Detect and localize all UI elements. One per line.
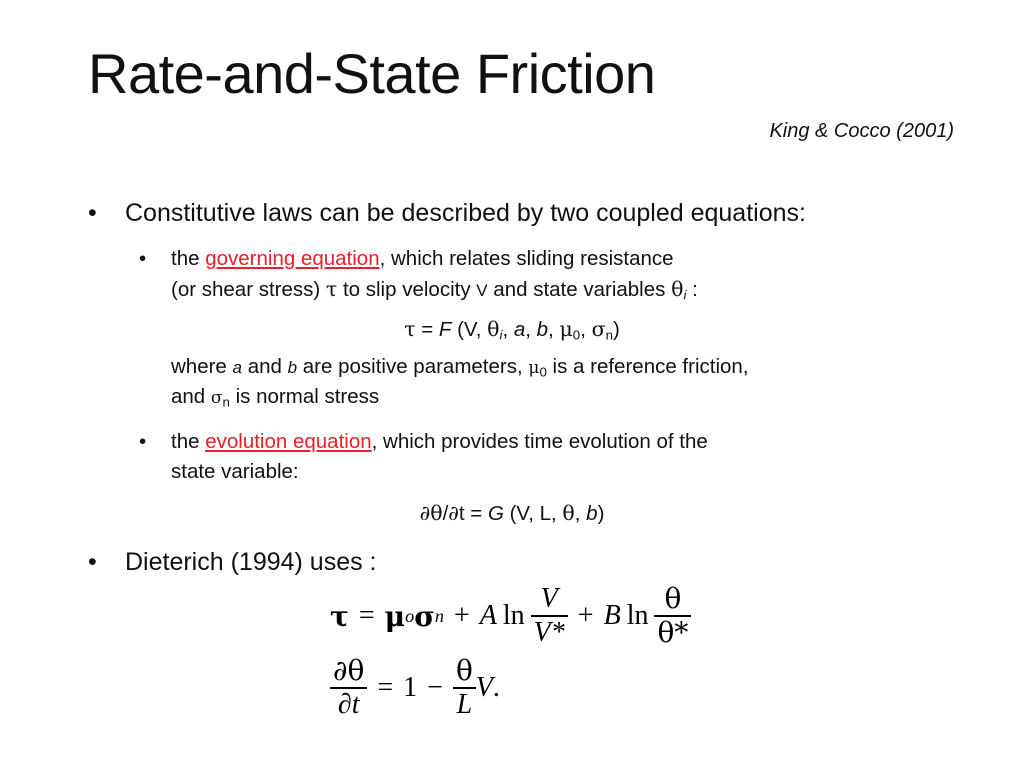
where-w4: is a reference friction, xyxy=(546,355,749,378)
governing-equation-formula xyxy=(0,314,1024,345)
where-w6: is normal stress xyxy=(229,385,380,408)
where-sigma: σ xyxy=(210,388,223,408)
slide-title: Rate-and-State Friction xyxy=(88,42,656,105)
eq1-sub-i: i xyxy=(499,327,503,343)
d2-eq: = xyxy=(377,672,394,703)
subscript-i: i xyxy=(683,287,687,303)
governing-line1-rest: , which relates sliding resistance xyxy=(379,247,674,270)
d1-ln1: ln xyxy=(502,600,525,631)
eq1-F: F xyxy=(438,318,452,341)
eq2-comma: , xyxy=(574,502,587,525)
d2-V: V xyxy=(475,672,493,703)
where-sub-n: n xyxy=(222,394,230,410)
d1-sub-n: n xyxy=(434,606,444,626)
eq1-mu: μ xyxy=(559,317,573,341)
bullet-constitutive-laws xyxy=(88,198,97,228)
evolution-line1-rest: , which provides time evolution of the xyxy=(371,430,708,453)
d2-frac-num: ∂θ xyxy=(330,655,367,689)
eq1-comma1: , xyxy=(502,318,514,341)
d2-frac-theta-L xyxy=(453,655,476,721)
governing-line2-b: to slip velocity xyxy=(337,278,477,301)
eq2-t: t xyxy=(458,502,465,525)
governing-equation-highlight: governing equation xyxy=(205,247,380,270)
where-w1: where xyxy=(171,355,233,378)
where-w5: and xyxy=(171,385,211,408)
eq2-theta: θ xyxy=(430,501,443,525)
citation: King & Cocco (2001) xyxy=(769,120,954,142)
d1-tau: τ xyxy=(330,599,349,633)
bullet-text-dieterich: Dieterich (1994) uses : xyxy=(125,548,377,576)
d2-frac-partial xyxy=(330,655,367,721)
d1-frac-den: V* xyxy=(533,617,565,648)
eq2-close: ) xyxy=(597,502,605,525)
velocity-symbol: V xyxy=(476,281,488,300)
eq1-open: (V, xyxy=(451,318,488,341)
sub-bullet-governing-equation xyxy=(171,244,674,274)
eq2-b: b xyxy=(586,502,598,525)
d1-mu: μ xyxy=(384,599,406,633)
dieterich-equations xyxy=(330,584,691,724)
d1-frac-theta xyxy=(654,583,691,649)
d2-one: 1 xyxy=(403,672,418,703)
bullet-text-constitutive-laws: Constitutive laws can be described by two coupled equations: xyxy=(125,199,806,227)
where-a: a xyxy=(232,358,242,377)
where-mu: μ xyxy=(528,358,540,378)
evolution-prefix: the xyxy=(171,430,206,453)
d2-minus: − xyxy=(427,672,443,703)
d1-eq: = xyxy=(358,600,375,631)
governing-line2-d: : xyxy=(686,278,698,301)
eq1-comma2: , xyxy=(525,318,537,341)
d1-frac2-num: θ xyxy=(654,583,691,617)
eq2-equals: = xyxy=(464,502,488,525)
where-sub-0: 0 xyxy=(539,364,547,380)
where-w2: and xyxy=(242,355,288,378)
d1-A: A xyxy=(479,600,497,631)
governing-line2-a: (or shear stress) xyxy=(171,278,326,301)
eq1-a: a xyxy=(513,318,526,341)
theta-symbol: θ xyxy=(671,277,684,301)
sub-bullet-glyph-governing: • xyxy=(139,247,147,270)
eq1-sub-0: 0 xyxy=(572,327,581,343)
eq1-theta: θ xyxy=(487,317,500,341)
d2-frac2-num: θ xyxy=(453,655,476,689)
d1-frac-num: V xyxy=(531,583,568,617)
eq2-G: G xyxy=(487,502,504,525)
eq1-comma4: , xyxy=(580,318,592,341)
bullet-glyph-dieterich: • xyxy=(88,548,97,576)
evolution-equation-highlight: evolution equation xyxy=(205,430,372,453)
where-w3: are positive parameters, xyxy=(297,355,529,378)
eq1-sigma: σ xyxy=(591,317,606,341)
bullet-glyph: • xyxy=(88,199,97,227)
governing-prefix: the xyxy=(171,247,206,270)
sub-bullet-governing-line2 xyxy=(171,274,698,306)
d1-plus2: + xyxy=(577,600,594,631)
eq2-partial1: ∂ xyxy=(419,501,431,525)
d1-sub-o: o xyxy=(405,606,415,626)
eq1-sub-n: n xyxy=(605,327,614,343)
eq1-b: b xyxy=(536,318,549,341)
eq2-slash: / xyxy=(442,502,449,525)
eq2-args: (V, L, xyxy=(503,502,563,525)
d2-frac-den: ∂t xyxy=(337,689,360,720)
eq1-tau: τ xyxy=(404,317,416,341)
d1-ln2: ln xyxy=(626,600,649,631)
dieterich-eq-row1 xyxy=(330,584,691,648)
where-line2 xyxy=(171,382,379,413)
eq2-theta2: θ xyxy=(562,501,575,525)
where-line1 xyxy=(171,352,749,383)
d1-frac2-den: θ* xyxy=(657,616,689,649)
d2-dot: . xyxy=(492,672,500,703)
evolution-equation-formula xyxy=(0,498,1024,529)
sub-bullet-evolution-line2: state variable: xyxy=(171,460,299,483)
d1-sigma: σ xyxy=(414,599,435,633)
governing-line2-c: and state variables xyxy=(487,278,672,301)
where-b: b xyxy=(287,358,298,377)
d1-frac-velocity xyxy=(531,583,568,649)
d1-B: B xyxy=(603,600,621,631)
dieterich-eq-row2 xyxy=(330,652,691,724)
eq1-comma3: , xyxy=(548,318,560,341)
d2-frac2-den: L xyxy=(456,689,473,720)
eq2-partial2: ∂ xyxy=(448,501,459,525)
eq1-equals: = xyxy=(415,318,439,341)
eq1-close: ) xyxy=(613,318,620,341)
tau-symbol: τ xyxy=(325,277,338,301)
sub-bullet-evolution-equation xyxy=(171,427,708,457)
d1-plus1: + xyxy=(453,600,470,631)
sub-bullet-glyph-evolution: • xyxy=(139,430,147,453)
